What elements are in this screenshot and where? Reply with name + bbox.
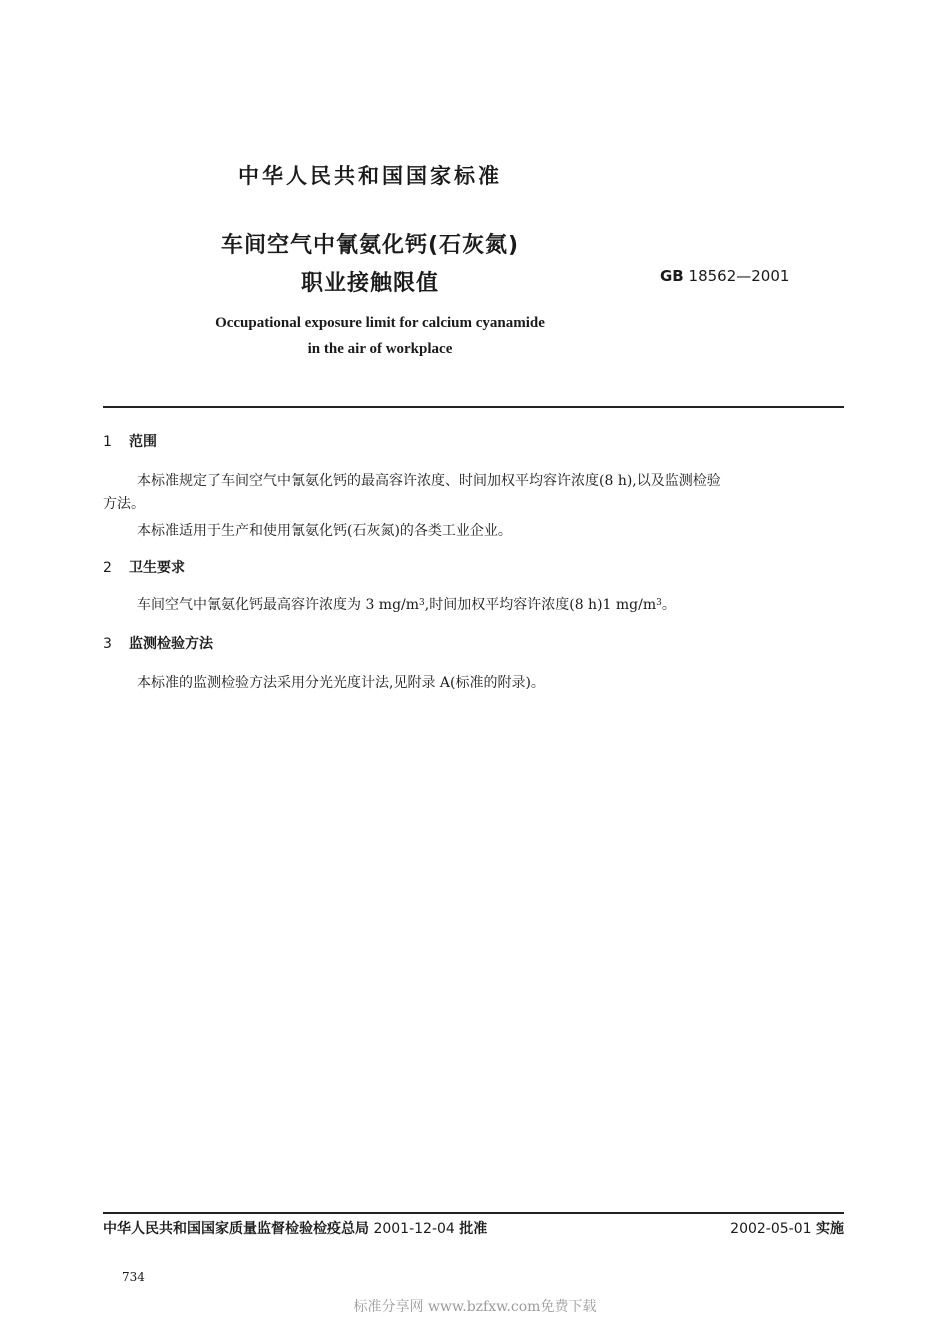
section-1-heading — [103, 431, 157, 451]
section-2-heading — [103, 557, 185, 577]
section-title: 监测检验方法 — [129, 636, 213, 652]
section-1-paragraph-2: 本标准适用于生产和使用氰氨化钙(石灰氮)的各类工业企业。 — [137, 523, 512, 539]
implement-line — [730, 1218, 844, 1238]
section-title: 卫生要求 — [129, 560, 185, 576]
superscript: 3 — [419, 598, 425, 608]
issuer-line — [103, 1218, 487, 1238]
superscript: 3 — [656, 598, 662, 608]
english-title-line1: Occupational exposure limit for calcium cyanamide — [215, 315, 545, 331]
approve-date: 2001-12-04 — [373, 1221, 455, 1237]
document-title-line1: 车间空气中氰氨化钙(石灰氮) — [220, 233, 520, 258]
page-number: 734 — [122, 1270, 145, 1284]
section-2-paragraph — [137, 594, 844, 617]
section-title: 范围 — [129, 434, 157, 450]
section-number: 1 — [103, 434, 112, 450]
section-1-paragraph-1-continued: 方法。 — [103, 496, 145, 512]
implement-date: 2002-05-01 — [730, 1221, 812, 1237]
approve-label: 批准 — [459, 1221, 488, 1237]
gb-standard-number — [660, 267, 789, 285]
gb-prefix: GB — [660, 267, 684, 285]
gb-code: 18562—2001 — [688, 267, 790, 285]
footer-divider — [103, 1212, 844, 1214]
text-part: 。 — [661, 597, 676, 613]
issuer-name: 中华人民共和国国家质量监督检验检疫总局 — [103, 1221, 369, 1237]
section-3-paragraph: 本标准的监测检验方法采用分光光度计法,见附录 A(标准的附录)。 — [137, 675, 545, 691]
standard-type-heading: 中华人民共和国国家标准 — [238, 164, 502, 188]
document-title-line2: 职业接触限值 — [300, 271, 439, 296]
section-3-heading — [103, 633, 213, 653]
text-part: ,时间加权平均容许浓度(8 h)1 mg/m — [424, 597, 657, 613]
implement-label: 实施 — [816, 1221, 844, 1237]
section-number: 2 — [103, 560, 112, 576]
watermark-text: 标准分享网 www.bzfxw.com免费下载 — [353, 1299, 597, 1315]
section-1-paragraph-1: 本标准规定了车间空气中氰氨化钙的最高容许浓度、时间加权平均容许浓度(8 h),以及监测检验 — [137, 473, 721, 489]
english-title-line2: in the air of workplace — [307, 341, 453, 357]
header-divider — [103, 406, 844, 408]
text-part: 车间空气中氰氨化钙最高容许浓度为 3 mg/m — [137, 597, 420, 613]
section-number: 3 — [103, 636, 112, 652]
